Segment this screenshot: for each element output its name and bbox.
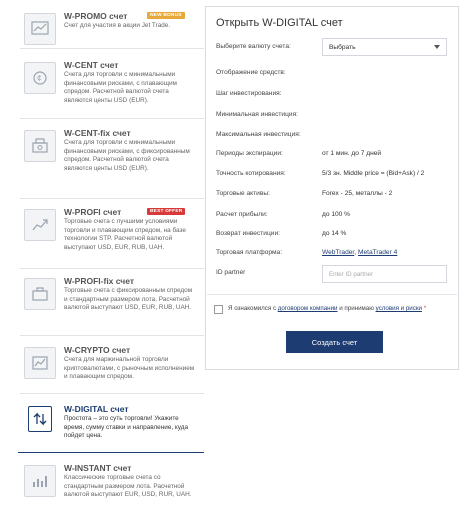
divider <box>20 268 204 269</box>
account-item-w-profi-fix[interactable] <box>0 276 200 338</box>
account-item-w-digital[interactable] <box>0 404 200 452</box>
quote-value: 5/3 зн. Middle price = (Bid+Ask) / 2 <box>322 170 425 177</box>
account-name: W-PROFI-fix счет <box>64 276 134 286</box>
profit-label: Расчет прибыли: <box>216 211 268 218</box>
terms-risks-link[interactable]: условия и риски <box>375 305 422 312</box>
account-name: W-DIGITAL счет <box>64 404 129 414</box>
account-item-w-promo[interactable] <box>0 11 200 51</box>
form-divider <box>207 294 457 295</box>
account-desc: Счета для торговли с минимальными финансовыми рисками, с плавающим спредом. Расчетной валютой счета являются центы USD (EUR). <box>64 71 177 104</box>
active-divider <box>18 452 204 453</box>
company-agreement-link[interactable]: договором компании <box>277 305 338 312</box>
refund-value: до 14 % <box>322 230 347 237</box>
account-desc: Торговые счета с фиксированным спредом и стандартным размером лота. Расчетной валютой выступают USD, EUR, RUB, UAH. <box>64 287 193 312</box>
partner-id-input[interactable] <box>322 265 447 283</box>
account-desc: Торговые счета с лучшими условиями торговли и плавающим спредом, на базе технологии STP. Расчетной валютой выступают USD, EUR, RUB, UAH. <box>64 218 186 251</box>
max-investment-label: Максимальная инвестиция: <box>216 131 301 138</box>
step-label: Шаг инвестирования: <box>216 90 282 97</box>
new-bonus-badge: NEW BONUS <box>147 12 185 19</box>
create-account-button[interactable]: Создать счет <box>286 331 383 353</box>
up-down-arrows-icon <box>28 406 52 432</box>
cash-register-icon <box>24 130 56 162</box>
briefcase-icon <box>24 278 56 310</box>
chart-growth-icon <box>24 209 56 241</box>
chevron-down-icon <box>434 45 440 52</box>
account-name: W-CRYPTO счет <box>64 345 131 355</box>
assets-label: Торговые активы: <box>216 190 270 197</box>
account-desc: Счета для маржинальной торговли криптовалютами, с рыночным исполнением и плавающим спредом. <box>64 356 195 381</box>
currency-label: Выберите валюту счета: <box>216 43 291 50</box>
divider <box>20 393 204 394</box>
account-desc: Простота – это суть торговли! Укажите время, сумму ставки и направление, куда пойдет цена. <box>64 415 189 440</box>
divider <box>20 118 204 119</box>
divider <box>20 335 204 336</box>
min-investment-label: Минимальная инвестиция: <box>216 111 298 118</box>
currency-select-value: Выбрать <box>329 43 356 51</box>
divider <box>20 48 204 49</box>
expiry-value: от 1 мин. до 7 дней <box>322 150 382 157</box>
crypto-chart-icon <box>24 347 56 379</box>
consent-text <box>228 305 456 312</box>
divider <box>20 198 204 199</box>
partner-label: ID partner <box>216 269 246 276</box>
platform-label: Торговая платформа: <box>216 249 283 256</box>
assets-value: Forex - 25, металлы - 2 <box>322 190 393 197</box>
form-title: Открыть W-DIGITAL счет <box>216 17 343 29</box>
profit-value: до 100 % <box>322 211 351 218</box>
account-desc: Счета для торговли с минимальными финансовыми рисками, с фиксированным спредом. Расчетной валютой счета являются центы USD (EUR). <box>64 139 190 172</box>
metatrader-link[interactable]: MetaTrader 4 <box>357 249 398 256</box>
account-item-w-cent-fix[interactable] <box>0 128 200 198</box>
consent-mid: и принимаю <box>337 305 376 312</box>
account-name: W-INSTANT счет <box>64 463 132 473</box>
bar-chart-icon <box>24 465 56 497</box>
consent-checkbox[interactable] <box>214 305 223 314</box>
account-item-w-crypto[interactable] <box>0 345 200 397</box>
quote-label: Точность котирования: <box>216 170 286 177</box>
svg-text:¢: ¢ <box>37 74 42 83</box>
consent-prefix: Я ознакомился с <box>228 305 278 312</box>
account-desc: Счет для участия в акции Jet Trade. <box>64 22 171 29</box>
best-offer-badge: BEST OFFER <box>147 208 185 215</box>
account-item-w-profi[interactable] <box>0 207 200 272</box>
currency-select[interactable] <box>322 38 447 56</box>
account-item-w-cent[interactable] <box>0 60 200 120</box>
display-label: Отображение средств: <box>216 69 286 76</box>
refund-label: Возврат инвестиции: <box>216 230 280 237</box>
account-name: W-CENT-fix счет <box>64 128 131 138</box>
account-item-w-instant[interactable] <box>0 463 200 513</box>
account-name: W-PROFI счет <box>64 207 122 217</box>
account-name: W-CENT счет <box>64 60 119 70</box>
open-account-form <box>205 6 459 370</box>
account-name: W-PROMO счет <box>64 11 128 21</box>
account-desc: Классические торговые счета со стандартным размером лота. Расчетной валютой выступают EUR, USD, RUR, UAH. <box>64 474 192 499</box>
promo-icon <box>24 13 56 45</box>
required-asterisk: * <box>423 305 427 312</box>
account-type-list <box>0 0 205 515</box>
platform-links <box>322 249 397 256</box>
webtrader-link[interactable]: WebTrader <box>322 249 355 256</box>
platform-separator: , <box>354 249 357 256</box>
coins-icon <box>24 62 56 94</box>
expiry-label: Периоды экспирации: <box>216 150 283 157</box>
